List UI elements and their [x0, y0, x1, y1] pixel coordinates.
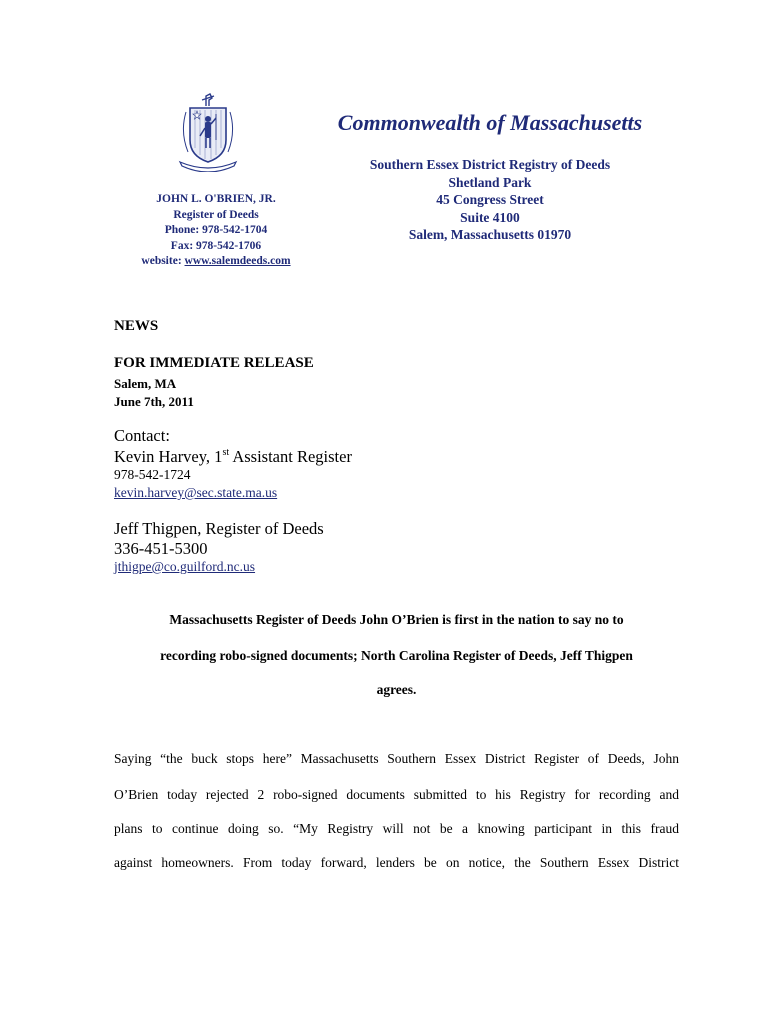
register-fax: Fax: 978-542-1706: [170, 239, 262, 252]
contact-name-suffix: Assistant Register: [229, 447, 352, 466]
website-label: website:: [141, 255, 182, 267]
contact-name-prefix: Kevin Harvey, 1: [114, 447, 223, 466]
register-name: JOHN L. O'BRIEN, JR.: [156, 193, 276, 205]
commonwealth-title: Commonwealth of Massachusetts: [337, 110, 643, 135]
website-link[interactable]: www.salemdeeds.com: [184, 255, 291, 267]
registry-address: [330, 156, 650, 244]
body-line: Saying “the buck stops here” Massachusetts Southern Essex District Register of Deeds, John: [114, 751, 679, 766]
immediate-release-heading: FOR IMMEDIATE RELEASE: [114, 355, 314, 371]
contact-name-sup: st: [222, 447, 230, 458]
headline-line: Massachusetts Register of Deeds John O’Brien is first in the nation to say no to: [169, 612, 624, 627]
state-seal-icon: [176, 92, 240, 172]
news-heading: NEWS: [114, 318, 159, 334]
contact-name: [114, 447, 352, 467]
body-line: against homeowners. From today forward, lenders be on notice, the Southern Essex District: [114, 855, 679, 870]
release-date: June 7th, 2011: [114, 394, 194, 409]
headline-line: agrees.: [376, 682, 417, 697]
registry-street: 45 Congress Street: [436, 192, 544, 207]
headline-line: recording robo-signed documents; North Carolina Register of Deeds, Jeff Thigpen: [160, 648, 633, 663]
register-phone: Phone: 978-542-1704: [164, 224, 268, 236]
contact-phone: 336-451-5300: [114, 539, 208, 558]
contact-email-link[interactable]: jthigpe@co.guilford.nc.us: [114, 559, 256, 574]
contact-label: Contact:: [114, 426, 170, 445]
contact-email-link[interactable]: kevin.harvey@sec.state.ma.us: [114, 485, 278, 500]
registry-city: Salem, Massachusetts 01970: [408, 227, 572, 242]
body-line: O’Brien today rejected 2 robo-signed documents submitted to his Registry for recording and: [114, 787, 679, 802]
registry-suite: Suite 4100: [460, 209, 520, 225]
registry-park: Shetland Park: [448, 174, 532, 190]
register-title: Register of Deeds: [173, 208, 259, 221]
register-website: [112, 254, 320, 270]
register-info-block: [112, 192, 320, 270]
contact-name: Jeff Thigpen, Register of Deeds: [114, 519, 324, 538]
registry-name: Southern Essex District Registry of Deeds: [369, 157, 611, 172]
contact-phone: 978-542-1724: [114, 467, 191, 482]
release-city: Salem, MA: [114, 376, 177, 391]
body-line: plans to continue doing so. “My Registry will not be a knowing participant in this fraud: [114, 821, 679, 836]
